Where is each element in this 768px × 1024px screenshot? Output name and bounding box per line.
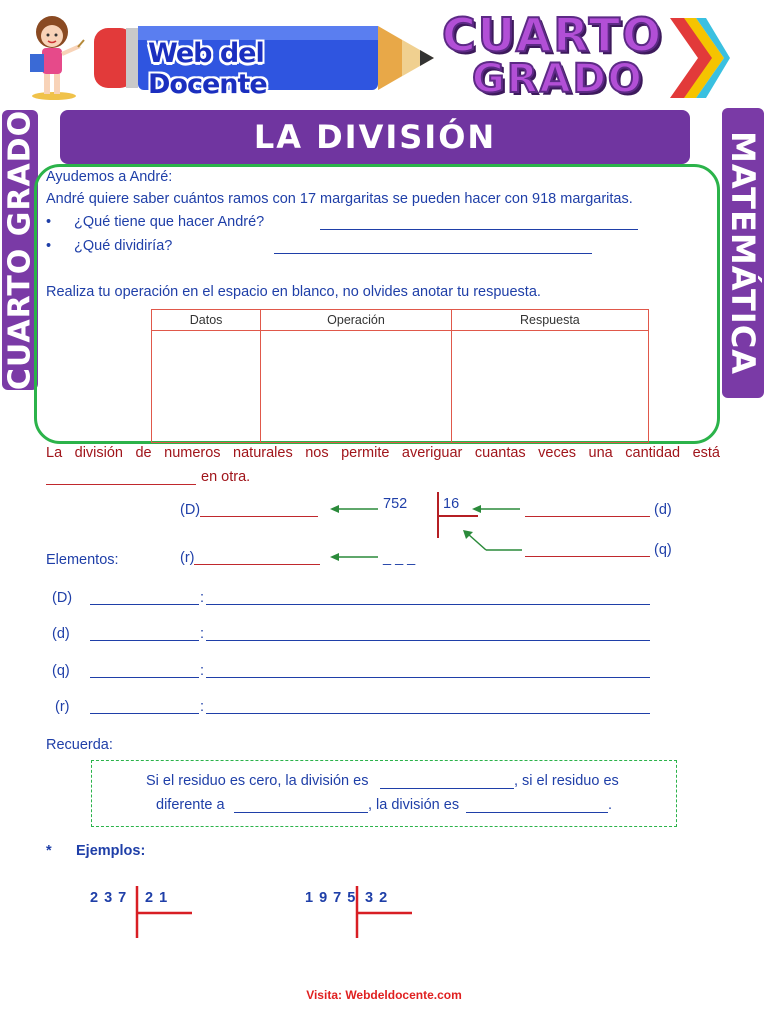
element-row-r-desc-blank[interactable] — [206, 700, 650, 714]
element-row-D-desc-blank[interactable] — [206, 591, 650, 605]
question-2: ¿Qué dividiría? — [74, 238, 173, 254]
remember-blank-2[interactable] — [234, 799, 368, 813]
q-label: (q) — [654, 542, 672, 558]
remember-heading: Recuerda: — [46, 737, 113, 753]
element-row-r-colon: : — [200, 699, 205, 715]
remember-line1-a: Si el residuo es cero, la división es — [146, 773, 369, 789]
dividend: 752 — [383, 496, 408, 512]
table-header-respuesta: Respuesta — [451, 310, 648, 331]
q-blank[interactable] — [525, 542, 650, 557]
example1-dividend: 2 3 7 — [90, 890, 128, 906]
datos-cell[interactable] — [152, 331, 261, 443]
definition-line2: en otra. — [201, 469, 251, 485]
element-row-D-name-blank[interactable] — [90, 591, 199, 605]
element-row-D-label: (D) — [52, 590, 73, 606]
example2-divisor: 3 2 — [365, 890, 389, 906]
arrow-q — [460, 528, 524, 554]
answer-1-blank[interactable] — [320, 216, 638, 230]
divisor: 16 — [443, 496, 460, 512]
r-blank[interactable] — [194, 550, 320, 565]
side-banner-right-text: MATEMÁTICA — [724, 131, 762, 375]
arrow-r — [330, 550, 380, 564]
elements-heading: Elementos: — [46, 552, 119, 568]
remember-line2-a: diferente a — [156, 797, 225, 813]
examples-bullet: * — [46, 843, 52, 859]
D-blank[interactable] — [200, 502, 318, 517]
side-banner-left-text: CUARTO GRADO — [2, 109, 38, 391]
footer-link[interactable]: Visita: Webdeldocente.com — [306, 988, 462, 1002]
teacher-illustration — [22, 10, 86, 102]
element-row-r-name-blank[interactable] — [90, 700, 199, 714]
bullet-dot-2: • — [46, 238, 52, 254]
remember-line1-b: , si el residuo es — [514, 773, 619, 789]
work-table — [151, 309, 649, 443]
d-blank[interactable] — [525, 502, 650, 517]
element-row-r-label: (r) — [55, 699, 70, 715]
page-title: LA DIVISIÓN — [253, 118, 497, 156]
grade-line1: CUARTO — [442, 8, 664, 62]
arrow-D — [330, 502, 380, 516]
example1-divisor: 2 1 — [145, 890, 169, 906]
arrow-d — [472, 502, 522, 516]
element-row-q-desc-blank[interactable] — [206, 664, 650, 678]
question-1: ¿Qué tiene que hacer André? — [74, 214, 265, 230]
bullet-dot-1: • — [46, 214, 52, 230]
element-row-q-name-blank[interactable] — [90, 664, 199, 678]
element-row-q-label: (q) — [52, 663, 70, 679]
examples-heading: Ejemplos: — [76, 843, 146, 859]
d-label: (d) — [654, 502, 672, 518]
remember-box — [91, 760, 677, 827]
answer-2-blank[interactable] — [274, 240, 592, 254]
remember-line2-c: . — [608, 797, 613, 813]
table-header-operacion: Operación — [261, 310, 452, 331]
table-header-datos: Datos — [152, 310, 261, 331]
side-banner-left — [2, 110, 38, 390]
operacion-cell[interactable] — [261, 331, 452, 443]
definition-blank[interactable] — [46, 470, 196, 485]
example2-dividend: 1 9 7 5 — [305, 890, 357, 906]
problem-heading: Ayudemos a André: — [46, 169, 173, 185]
problem-statement: André quiere saber cuántos ramos con 17 margaritas se pueden hacer con 918 margaritas. — [46, 191, 633, 207]
residue-placeholder: _ _ _ — [383, 550, 416, 566]
remember-blank-3[interactable] — [466, 799, 608, 813]
r-label: (r) — [180, 550, 195, 566]
instruction: Realiza tu operación en el espacio en blanco, no olvides anotar tu respuesta. — [46, 284, 541, 300]
element-row-q-colon: : — [200, 663, 205, 679]
grade-line2: GRADO — [472, 56, 644, 102]
logo-text: Web del Docente — [148, 38, 267, 100]
remember-line2-b: , la división es — [368, 797, 460, 813]
element-row-d-colon: : — [200, 626, 205, 642]
side-banner-right — [722, 108, 764, 398]
definition-line1: La división de numeros naturales nos permite averiguar cuantas veces una cantidad está — [46, 445, 720, 461]
element-row-D-colon: : — [200, 590, 205, 606]
element-row-d-desc-blank[interactable] — [206, 627, 650, 641]
remember-blank-1[interactable] — [380, 775, 514, 789]
respuesta-cell[interactable] — [451, 331, 648, 443]
element-row-d-label: (d) — [52, 626, 70, 642]
D-label: (D) — [180, 502, 201, 518]
element-row-d-name-blank[interactable] — [90, 627, 199, 641]
